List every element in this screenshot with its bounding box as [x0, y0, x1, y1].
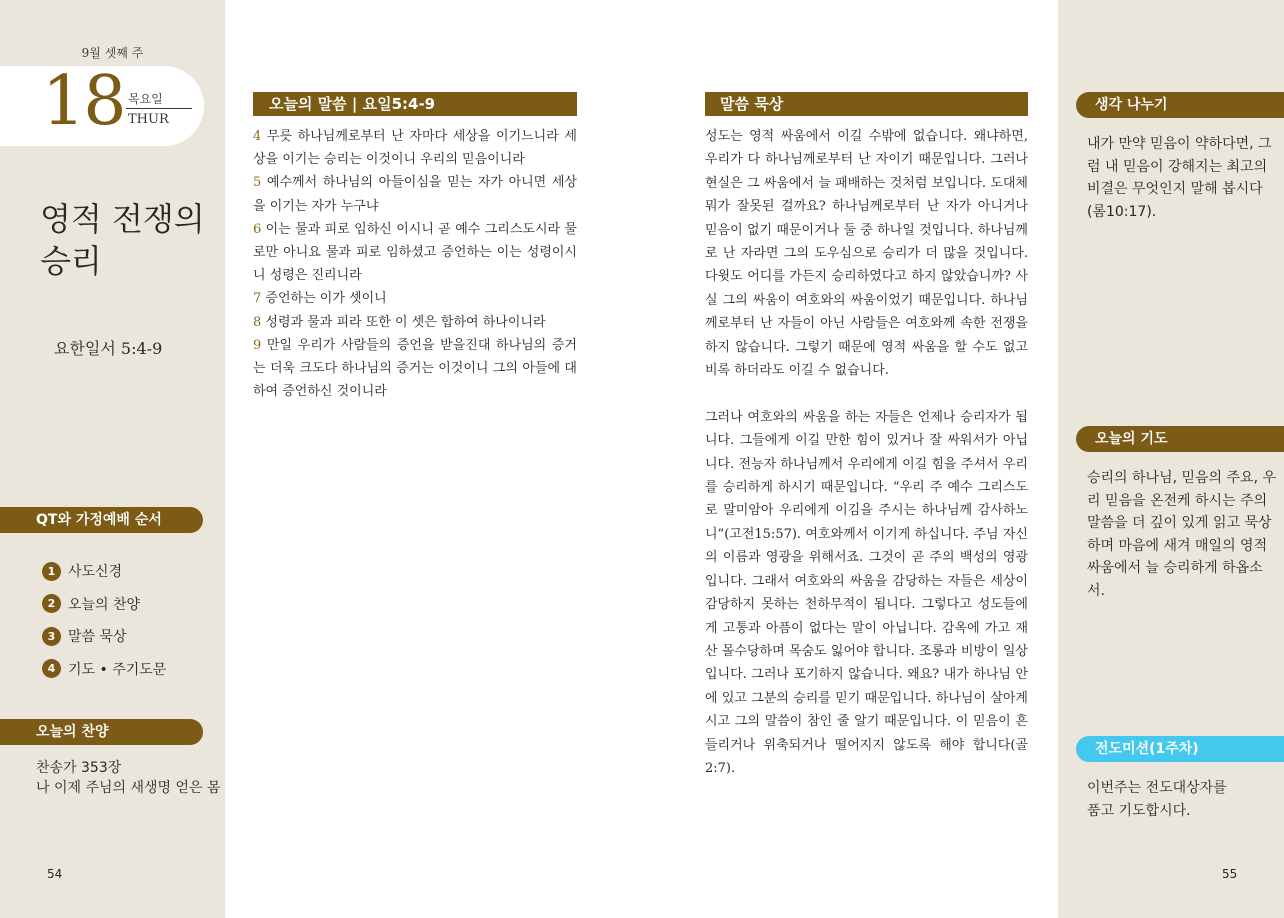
order-item [42, 588, 166, 621]
verse [253, 334, 577, 404]
mission-section-title: 전도미션(1주차) [1076, 736, 1284, 762]
order-item-label: 오늘의 찬양 [68, 596, 141, 613]
verse-text: 성령과 물과 피라 또한 이 셋은 합하여 하나이니라 [265, 314, 546, 330]
order-item [42, 620, 166, 653]
verse [253, 218, 577, 288]
prayer-section-title: 오늘의 기도 [1076, 426, 1284, 452]
verse-number: 6 [253, 221, 262, 237]
page-title [40, 198, 220, 282]
verse-text: 증언하는 이가 셋이니 [265, 291, 387, 307]
hymn-number: 찬송가 353장 [36, 760, 122, 776]
title-line-1: 영적 전쟁의 [40, 200, 205, 238]
meditation-header: 말씀 묵상 [705, 92, 1028, 116]
day-divider [126, 108, 192, 109]
order-section-title: QT와 가정예배 순서 [0, 507, 203, 533]
order-item [42, 555, 166, 588]
week-label: 9월 셋째 주 [81, 46, 144, 60]
meditation-paragraph-2: 그러나 여호와의 싸움을 하는 자들은 언제나 승리자가 됩니다. 그들에게 이길 만한 힘이 있거나 잘 싸워서가 아닙니다. 전능자 하나님께서 우리에게 이길 힘을 주셔서 우리를 승리하게 하시기 때문입니다. “우리 주 예수 그리스도로 말미암아 우리에게 이김을 주시는 하나님께 감사하노니”(고전15:57). 여호와께서 이기게 하십니다. 주님 자신의 이름과 영광을 위해서죠. 그것이 곧 주의 백성의 영광입니다. 그래서 여호와의 싸움을 감당하는 자들은 세상이 감당하지 못하는 천하무적이 됩니다. 그렇다고 성도들에게 고통과 아픔이 없다는 말이 아닙니다. 감옥에 가고 재산 몰수당하며 목숨도 잃어야 합니다. 조롱과 비방이 일상입니다. 그러나 포기하지 않습니다. 왜요? 내가 하나님 안에 있고 그분의 승리를 믿기 때문입니다. 하나님이 살아계시고 그의 말씀이 참인 줄 알기 때문입니다. 이 믿음이 흔들리거나 위축되거나 떨어지지 않도록 해야 합니다(골2:7). [705, 409, 1028, 776]
verse-text: 이는 물과 피로 임하신 이시니 곧 예수 그리스도시라 물로만 아니요 물과 피로 임하셨고 증언하는 이는 성령이시니 성령은 진리니라 [253, 221, 577, 284]
day-of-week-english: THUR [128, 112, 169, 127]
page-number-left: 54 [47, 867, 63, 881]
scripture-reference: 요한일서 5:4-9 [54, 339, 163, 358]
scripture-header: 오늘의 말씀 | 요일5:4-9 [253, 92, 577, 116]
order-item-label: 기도 • 주기도문 [68, 661, 167, 678]
verse-number: 5 [253, 175, 262, 191]
verse [253, 287, 577, 310]
share-section-title: 생각 나누기 [1076, 92, 1284, 118]
number-circle-icon: 1 [42, 562, 61, 581]
verse [253, 125, 577, 171]
mission-text: 이번주는 전도대상자를 품고 기도합시다. [1087, 780, 1227, 819]
order-item-label: 말씀 묵상 [68, 629, 127, 646]
day-number: 18 [42, 62, 125, 141]
number-circle-icon: 4 [42, 659, 61, 678]
verse-text: 만일 우리가 사람들의 증언을 받을진대 하나님의 증거는 더욱 크도다 하나님의 증거는 이것이니 그의 아들에 대하여 증언하신 것이니라 [253, 337, 577, 400]
verse-number: 9 [253, 337, 262, 353]
verse-text: 예수께서 하나님의 아들이심을 믿는 자가 아니면 세상을 이기는 자가 누구냐 [253, 175, 577, 214]
prayer-text: 승리의 하나님, 믿음의 주요, 우리 믿음을 온전케 하시는 주의 말씀을 더 깊이 있게 읽고 묵상하며 마음에 새겨 매일의 영적 싸움에서 늘 승리하게 하옵소서. [1087, 470, 1276, 599]
number-circle-icon: 3 [42, 627, 61, 646]
verse-number: 7 [253, 291, 262, 307]
verse [253, 171, 577, 217]
verse-text: 무릇 하나님께로부터 난 자마다 세상을 이기느니라 세상을 이기는 승리는 이것이니 우리의 믿음이니라 [253, 129, 577, 168]
day-of-week-korean: 목요일 [128, 92, 163, 106]
hymn-section-title: 오늘의 찬양 [0, 719, 203, 745]
meditation-paragraph-1: 성도는 영적 싸움에서 이길 수밖에 없습니다. 왜냐하면, 우리가 다 하나님께로부터 난 자이기 때문입니다. 그러나 현실은 그 싸움에서 늘 패배하는 것처럼 보입니다. 도대체 뭐가 잘못된 걸까요? 하나님께로부터 난 자가 아니거나 믿음이 없기 때문이거나 둘 중 하나일 것입니다. 하나님께로 난 자라면 그의 도우심으로 승리가 더 많을 것입니다. 다윗도 어디를 가든지 승리하였다고 하지 않았습니까? 사실 그의 싸움이 여호와의 싸움이었기 때문입니다. 하나님께로부터 난 자들이 아닌 사람들은 여호와께 속한 전쟁을 하지 않습니다. 그렇기 때문에 영적 싸움을 할 수도 없고 비록 하더라도 이길 수 없습니다. [705, 129, 1028, 379]
meditation-text [705, 125, 1028, 780]
number-circle-icon: 2 [42, 594, 61, 613]
scripture-text [253, 125, 577, 403]
verse-number: 4 [253, 129, 262, 144]
worship-order-list [42, 555, 166, 685]
title-line-2: 승리 [40, 242, 102, 280]
share-text: 내가 만약 믿음이 약하다면, 그럼 내 믿음이 강해지는 최고의 비결은 무엇인지 말해 봅시다(롬10:17). [1087, 136, 1272, 220]
verse-number: 8 [253, 314, 262, 330]
page-number-right: 55 [1222, 867, 1238, 881]
hymn-info [36, 758, 221, 798]
order-item-label: 사도신경 [68, 564, 123, 581]
order-item [42, 653, 166, 686]
hymn-name: 나 이제 주님의 새생명 얻은 몸 [36, 780, 221, 796]
verse [253, 311, 577, 334]
